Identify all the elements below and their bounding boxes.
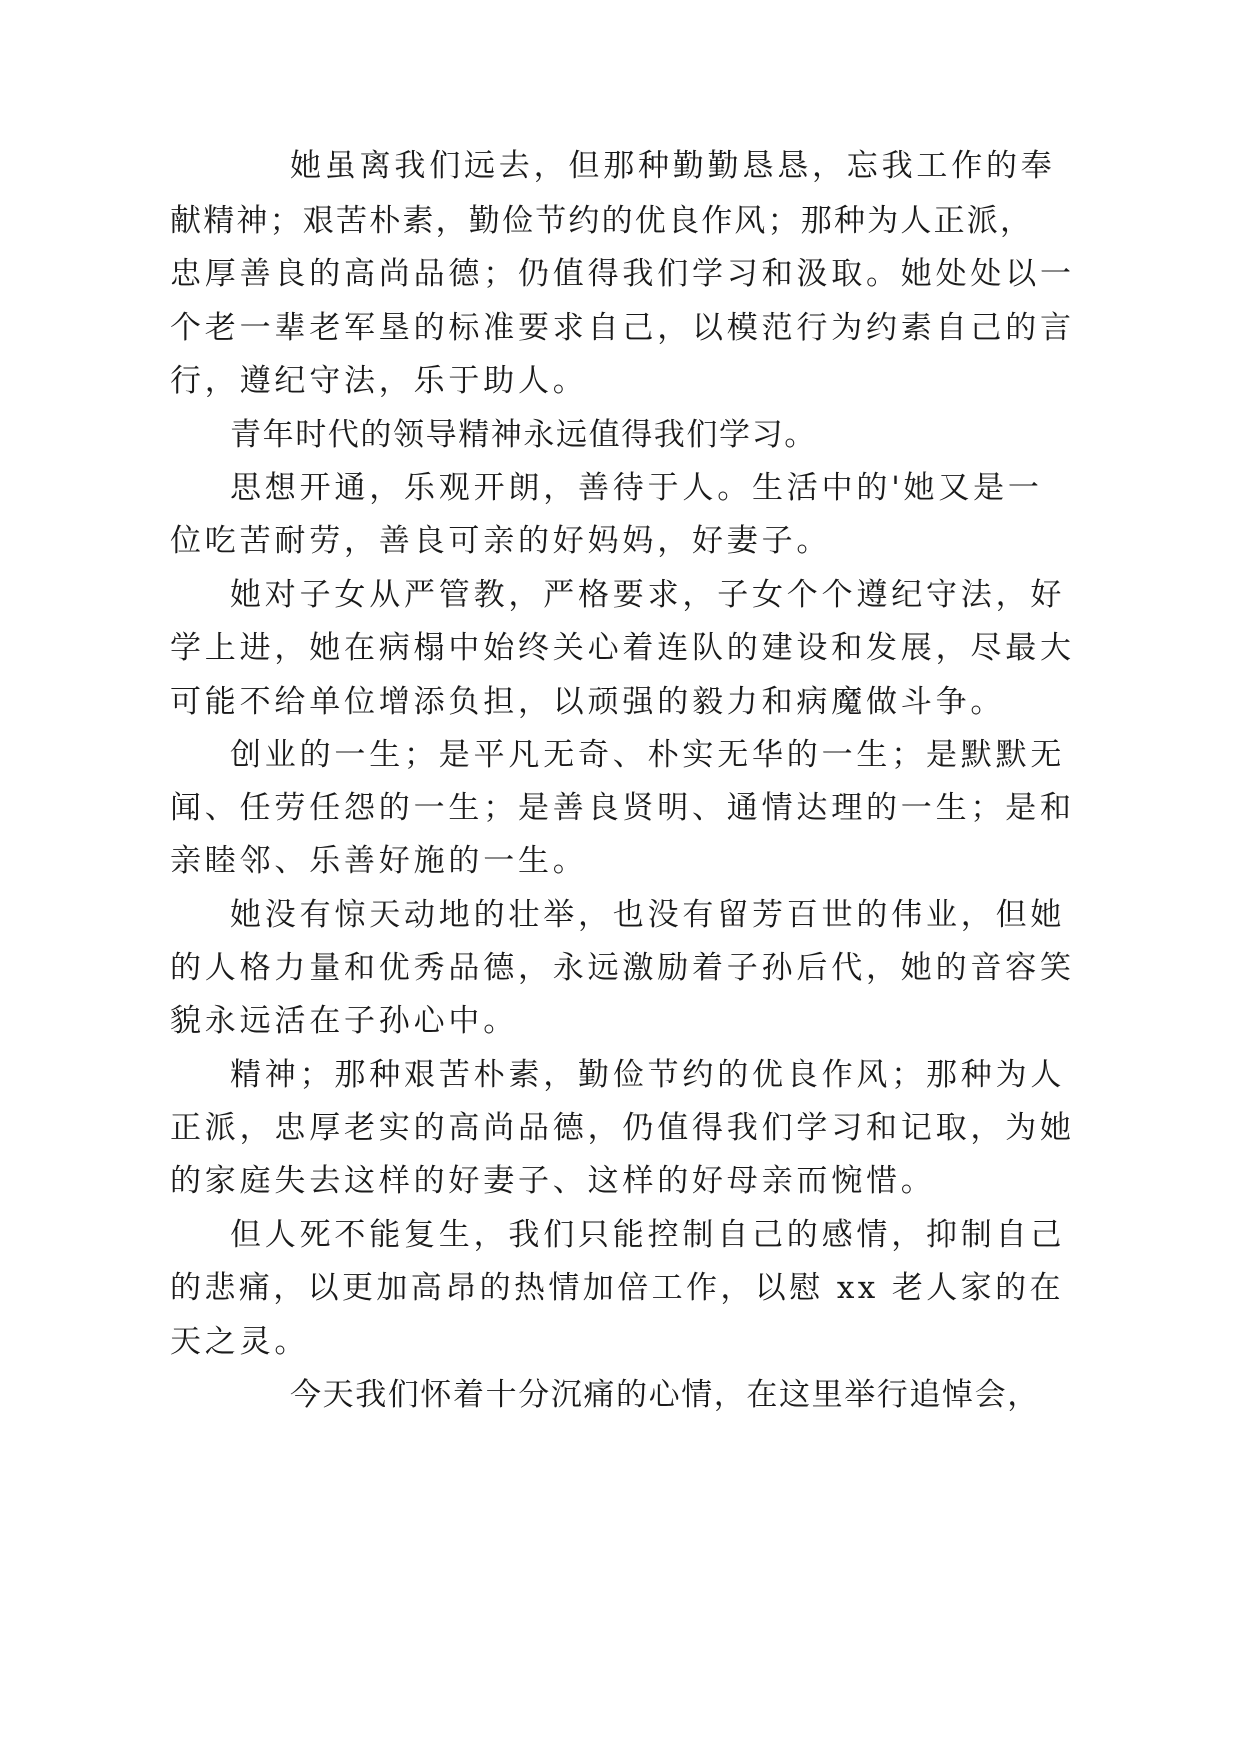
text-line: 今天我们怀着十分沉痛的心情，在这里举行追悼会，: [290, 1377, 1040, 1413]
text-line: 行，遵纪守法，乐于助人。: [170, 363, 588, 399]
text-line: 正派，忠厚老实的高尚品德，仍值得我们学习和记取，为她: [170, 1110, 1075, 1146]
text-line: 献精神；艰苦朴素，勤俭节约的优良作风；那种为人正派，: [170, 203, 1034, 239]
text-line: 闻、任劳任怨的一生；是善良贤明、通情达理的一生；是和: [170, 790, 1075, 826]
text-line: 精神；那种艰苦朴素，勤俭节约的优良作风；那种为人: [230, 1057, 1066, 1093]
text-line: 创业的一生；是平凡无奇、朴实无华的一生；是默默无: [230, 737, 1066, 773]
text-line: 的人格力量和优秀品德，永远激励着子孙后代，她的音容笑: [170, 950, 1075, 986]
text-line: 位吃苦耐劳，善良可亲的好妈妈，好妻子。: [170, 523, 832, 559]
text-line: 学上进，她在病榻中始终关心着连队的建设和发展，尽最大: [170, 630, 1075, 666]
text-line: 可能不给单位增添负担，以顽强的毅力和病魔做斗争。: [170, 684, 1006, 720]
text-line: 天之灵。: [170, 1324, 310, 1360]
text-line: 但人死不能复生，我们只能控制自己的感情，抑制自己: [230, 1217, 1066, 1253]
text-line: 思想开通，乐观开朗，善待于人。生活中的'她又是一: [230, 470, 1043, 506]
text-line: 个老一辈老军垦的标准要求自己，以模范行为约素自己的言: [170, 310, 1075, 346]
text-line: 貌永远活在子孙心中。: [170, 1003, 518, 1039]
text-line: 亲睦邻、乐善好施的一生。: [170, 843, 588, 879]
text-line: 的家庭失去这样的好妻子、这样的好母亲而惋惜。: [170, 1163, 936, 1199]
text-line: 她没有惊天动地的壮举，也没有留芳百世的伟业，但她: [230, 897, 1066, 933]
text-line: 忠厚善良的高尚品德；仍值得我们学习和汲取。她处处以一: [170, 256, 1075, 292]
text-line: 她对子女从严管教，严格要求，子女个个遵纪守法，好: [230, 577, 1066, 613]
text-line: 的悲痛，以更加高昂的热情加倍工作，以慰 xx 老人家的在: [170, 1270, 1064, 1306]
text-line: 青年时代的领导精神永远值得我们学习。: [230, 417, 817, 453]
text-line: 她虽离我们远去，但那种勤勤恳恳，忘我工作的奉: [290, 148, 1056, 184]
